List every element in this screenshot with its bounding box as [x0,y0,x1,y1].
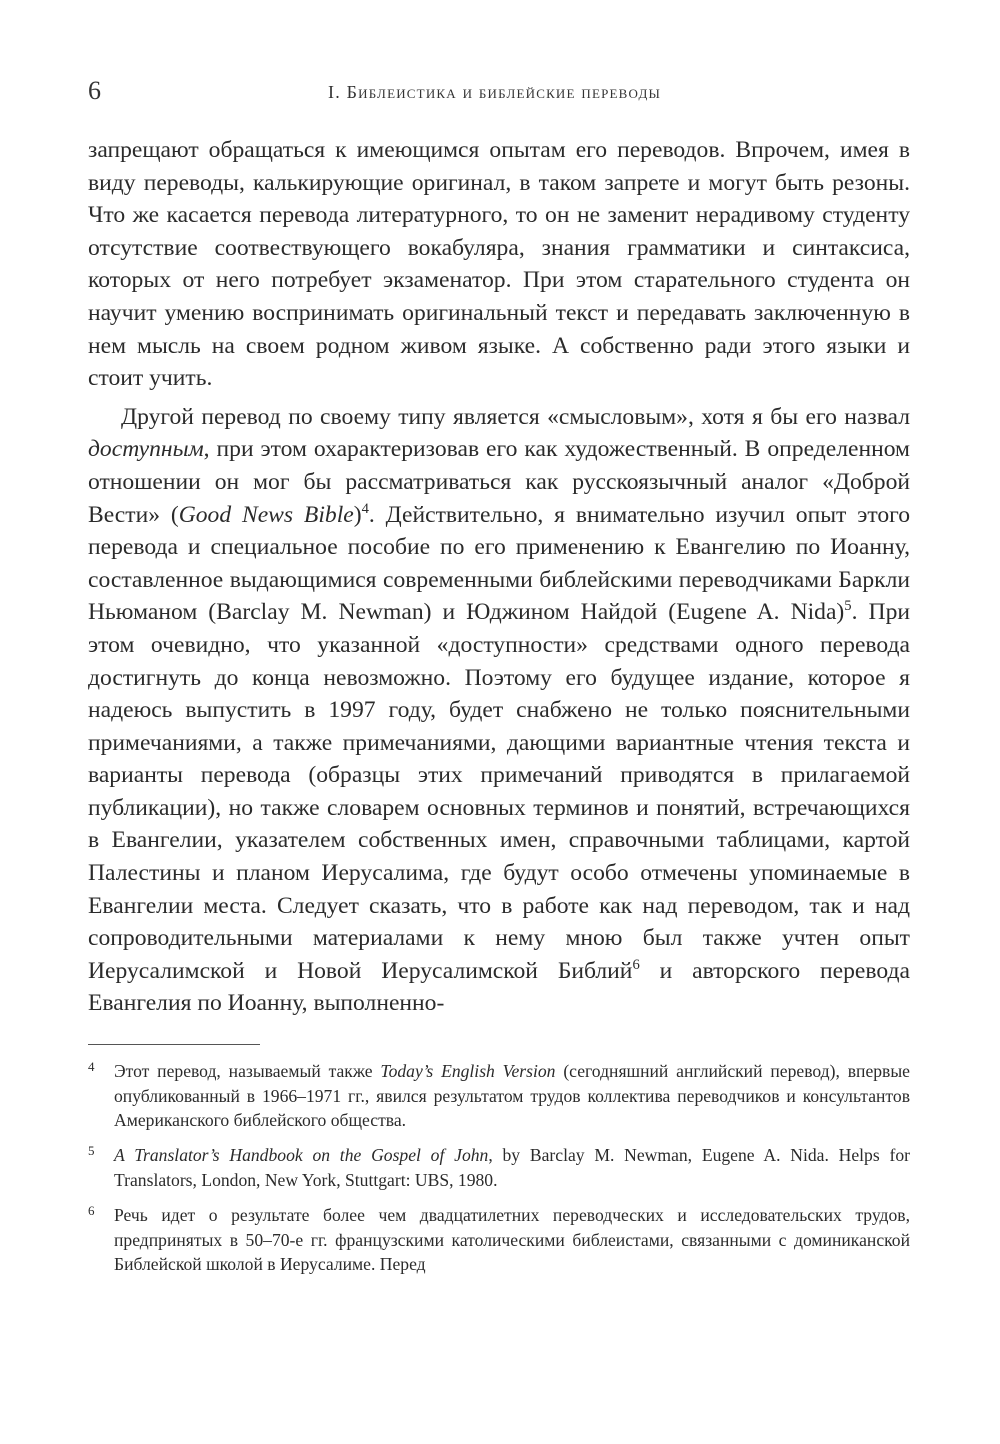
footnote-emphasis: Today’s English Version [380,1061,556,1082]
footnotes [88,1059,910,1276]
paragraph-2-text-e: . При этом очевидно, что указанной «доступности» средствами одного перевода достигнуть до конца невозможно. Поэтому его будущее издание, которое я надеюсь выпустить в 1997 году, будет снабжено не только пояснительными примечаниями, а также примечаниями, дающими вариантные чтения текста и варианты перевода (образцы этих примечаний приводятся в прилагаемой публикации), но также словарем основных терминов и понятий, встречающихся в Евангелии, указателем собственных имен, справочными таблицами, картой Палестины и планом Иерусалима, где будут особо отмечены упоминаемые в Евангелии места. Следует сказать, что в работе как над переводом, так и над сопроводительными материалами к нему мною был также учтен опыт Иерусалимской и Новой Иерусалимской Библий [88,599,910,984]
footnote-text: , by Barclay M. Newman, Eugene A. Nida. Helps for Translators, London, New York, Stuttgart: UBS, 1980. [114,1145,910,1190]
footnote-6 [88,1203,910,1276]
footnote-divider [88,1044,260,1045]
footnote-text: Этот перевод, называемый также [114,1061,381,1082]
footnote-text: Речь идет о результате более чем двадцатилетних переводческих и исследовательских трудов, предпринятых в 50–70-е гг. французскими католическими библеистами, связанными с доминиканской Библейской школой в Иерусалиме. Перед [114,1205,910,1275]
footnote-4 [88,1059,910,1132]
footnote-text: (сегодняшний английский перевод), впервые опубликованный в 1966–1971 гг., явился результатом трудов коллектива переводчиков и консультантов Американского библейского общества. [114,1061,910,1131]
paragraph-2-text-b: , при этом охарактеризовав его как художественный. В определенном отношении он мог бы рассматриваться как русскоязычный аналог «Доброй Вести» ( [88,436,910,528]
footnote-number: 4 [88,1059,95,1075]
emphasis-good-news-bible: Good News Bible [178,501,354,528]
main-text [88,134,910,1020]
footnote-number: 5 [88,1143,95,1159]
chapter-title: I. Библеистика и библейские переводы [328,82,662,102]
footnote-ref-5[interactable]: 5 [844,598,852,615]
footnote-emphasis: A Translator’s Handbook on the Gospel of John [114,1145,489,1166]
paragraph-2-text-c: ) [353,501,362,528]
page-number: 6 [88,76,101,105]
footnote-ref-4[interactable]: 4 [361,500,369,517]
running-head [88,70,910,110]
emphasis-dostupnym: доступным [88,436,204,463]
paragraph-2-text-f: и авторского перевода Евангелия по Иоанну, выполненно- [88,957,910,1017]
paragraph-2 [88,401,910,1020]
book-page [88,70,910,1287]
footnote-ref-6[interactable]: 6 [632,956,640,973]
footnote-number: 6 [88,1203,95,1219]
paragraph-1: запрещают обращаться к имеющимся опытам его переводов. Впрочем, имея в виду переводы, калькирующие оригинал, в таком запрете и могут быть резоны. Что же касается перевода литературного, то он не заменит нерадивому студенту отсутствие соотвествующего вокабуляра, знания грамматики и синтаксиса, которых от него потребует экзаменатор. При этом старательного студента он научит умению воспринимать оригинальный текст и передавать заключенную в нем мысль на своем родном живом языке. А собственно ради этого языки и стоит учить. [88,137,910,392]
paragraph-2-text-a: Другой перевод по своему типу является «смысловым», хотя я бы его назвал [121,403,910,430]
footnote-5 [88,1143,910,1192]
paragraph-2-text-d: . Действительно, я внимательно изучил опыт этого перевода и специальное пособие по его применению к Евангелию по Иоанну, составленное выдающимися современными библейскими переводчиками Баркли Ньюманом (Barclay M. Newman) и Юджином Найдой (Eugene A. Nida) [88,501,911,626]
